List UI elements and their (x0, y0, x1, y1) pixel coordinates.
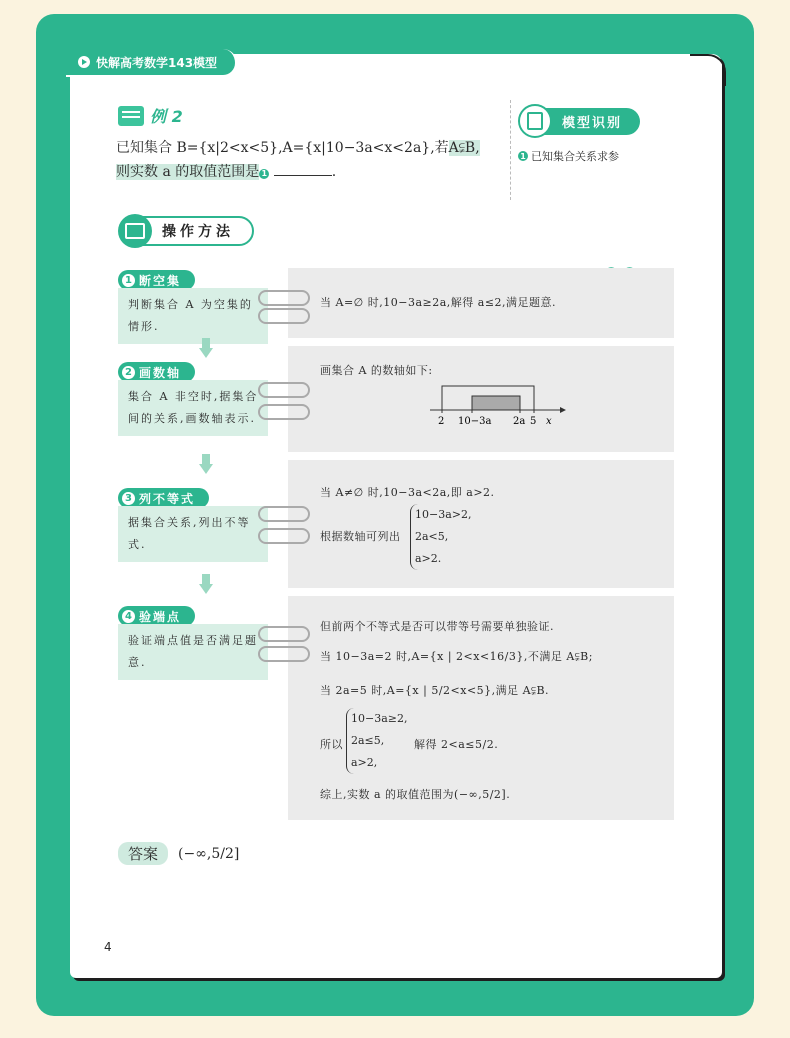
step-2-head (118, 362, 195, 382)
page-number: 4 (104, 940, 112, 954)
clip-icon (258, 626, 310, 642)
answer (118, 842, 239, 865)
step-title: 画数轴 (139, 365, 182, 380)
step-num: 4 (122, 610, 135, 623)
answer-label: 答案 (118, 842, 168, 865)
steps-icon (118, 214, 152, 248)
step-1-head (118, 270, 195, 290)
down-arrow-icon (199, 574, 213, 594)
axis-label: 5 (530, 416, 537, 427)
model-title: 模型识别 (542, 108, 640, 135)
solution-step4-lead: 所以 (320, 738, 343, 751)
inequality-system (346, 708, 407, 774)
page-curl (690, 54, 726, 86)
problem-highlight: A⫋B, (448, 140, 480, 156)
problem-text (116, 136, 508, 184)
down-arrow-icon (199, 454, 213, 474)
axis-label: x (546, 416, 552, 427)
panel-divider (288, 588, 674, 596)
example-number: 例 2 (150, 107, 183, 126)
model-item-num: 1 (518, 151, 528, 161)
solution-step3a: 当 A≠∅ 时,10−3a<2a,即 a>2. (320, 486, 495, 499)
inequality: 2a≤5, (351, 734, 385, 747)
clip-icon (258, 290, 310, 306)
step-title: 列不等式 (139, 491, 196, 506)
book-icon (118, 106, 144, 126)
axis-label: 10−3a (458, 416, 492, 427)
step-title: 验端点 (139, 609, 182, 624)
step-num: 3 (122, 492, 135, 505)
solution-solve: 解得 2<a≤5/2. (414, 738, 499, 751)
book-title: 快解高考数学143模型 (96, 55, 218, 70)
step-2-card (118, 380, 268, 436)
answer-value: (−∞,5/2] (178, 845, 240, 862)
step-3-card (118, 506, 268, 562)
step-4-card (118, 624, 268, 680)
axis-label: 2 (438, 416, 445, 427)
solution-step4a: 但前两个不等式是否可以带等号需要单独验证. (320, 620, 554, 633)
model-item-text: 已知集合关系求参 (531, 150, 619, 163)
problem-end: . (331, 164, 337, 180)
problem-line2: 则实数 a 的取值范围是 (116, 164, 260, 180)
step-title: 断空集 (139, 273, 182, 288)
ref-dot: 1 (259, 169, 269, 179)
clip-icon (258, 382, 310, 398)
inequality: 10−3a≥2, (351, 712, 408, 725)
clip-icon (258, 646, 310, 662)
panel-divider (288, 452, 674, 460)
step-desc: 验证端点值是否满足题意. (128, 634, 258, 669)
solution-step3-lead: 根据数轴可列出 (320, 530, 401, 543)
inequality: 10−3a>2, (415, 508, 472, 521)
inequality-system (410, 504, 471, 570)
model-item (518, 148, 619, 164)
solution-step4b: 当 10−3a=2 时,A={x | 2<x<16/3},不满足 A⫋B; (320, 650, 593, 663)
answer-blank (274, 161, 332, 176)
panel-divider (288, 338, 674, 346)
play-icon (78, 56, 90, 68)
step-3-head (118, 488, 209, 508)
step-desc: 据集合关系,列出不等式. (128, 516, 251, 551)
clip-icon (258, 506, 310, 522)
magnifier-icon (518, 104, 552, 138)
method-title: 操作方法 (140, 216, 254, 246)
step-desc: 集合 A 非空时,据集合间的关系,画数轴表示. (128, 390, 259, 425)
clip-icon (258, 404, 310, 420)
method-badge (118, 214, 254, 248)
inequality: a>2. (415, 552, 442, 565)
inequality: 2a<5, (415, 530, 449, 543)
book-title-tab (66, 49, 237, 77)
step-desc: 判断集合 A 为空集的情形. (128, 298, 253, 333)
problem-line1: 已知集合 B={x|2<x<5},A={x|10−3a<x<2a},若 (116, 140, 449, 156)
step-1-card (118, 288, 268, 344)
step-4-head (118, 606, 195, 626)
model-badge (518, 104, 640, 138)
step-num: 1 (122, 274, 135, 287)
clip-icon (258, 528, 310, 544)
solution-step4c: 当 2a=5 时,A={x | 5/2<x<5},满足 A⫋B. (320, 684, 550, 697)
number-line (420, 382, 570, 428)
solution-step2: 画集合 A 的数轴如下: (320, 364, 433, 377)
solution-final: 综上,实数 a 的取值范围为(−∞,5/2]. (320, 788, 511, 801)
axis-label: 2a (513, 416, 526, 427)
down-arrow-icon (199, 338, 213, 358)
step-num: 2 (122, 366, 135, 379)
inequality: a>2, (351, 756, 378, 769)
solution-step1: 当 A=∅ 时,10−3a≥2a,解得 a≤2,满足题意. (320, 296, 557, 309)
example-label (118, 104, 183, 127)
clip-icon (258, 308, 310, 324)
